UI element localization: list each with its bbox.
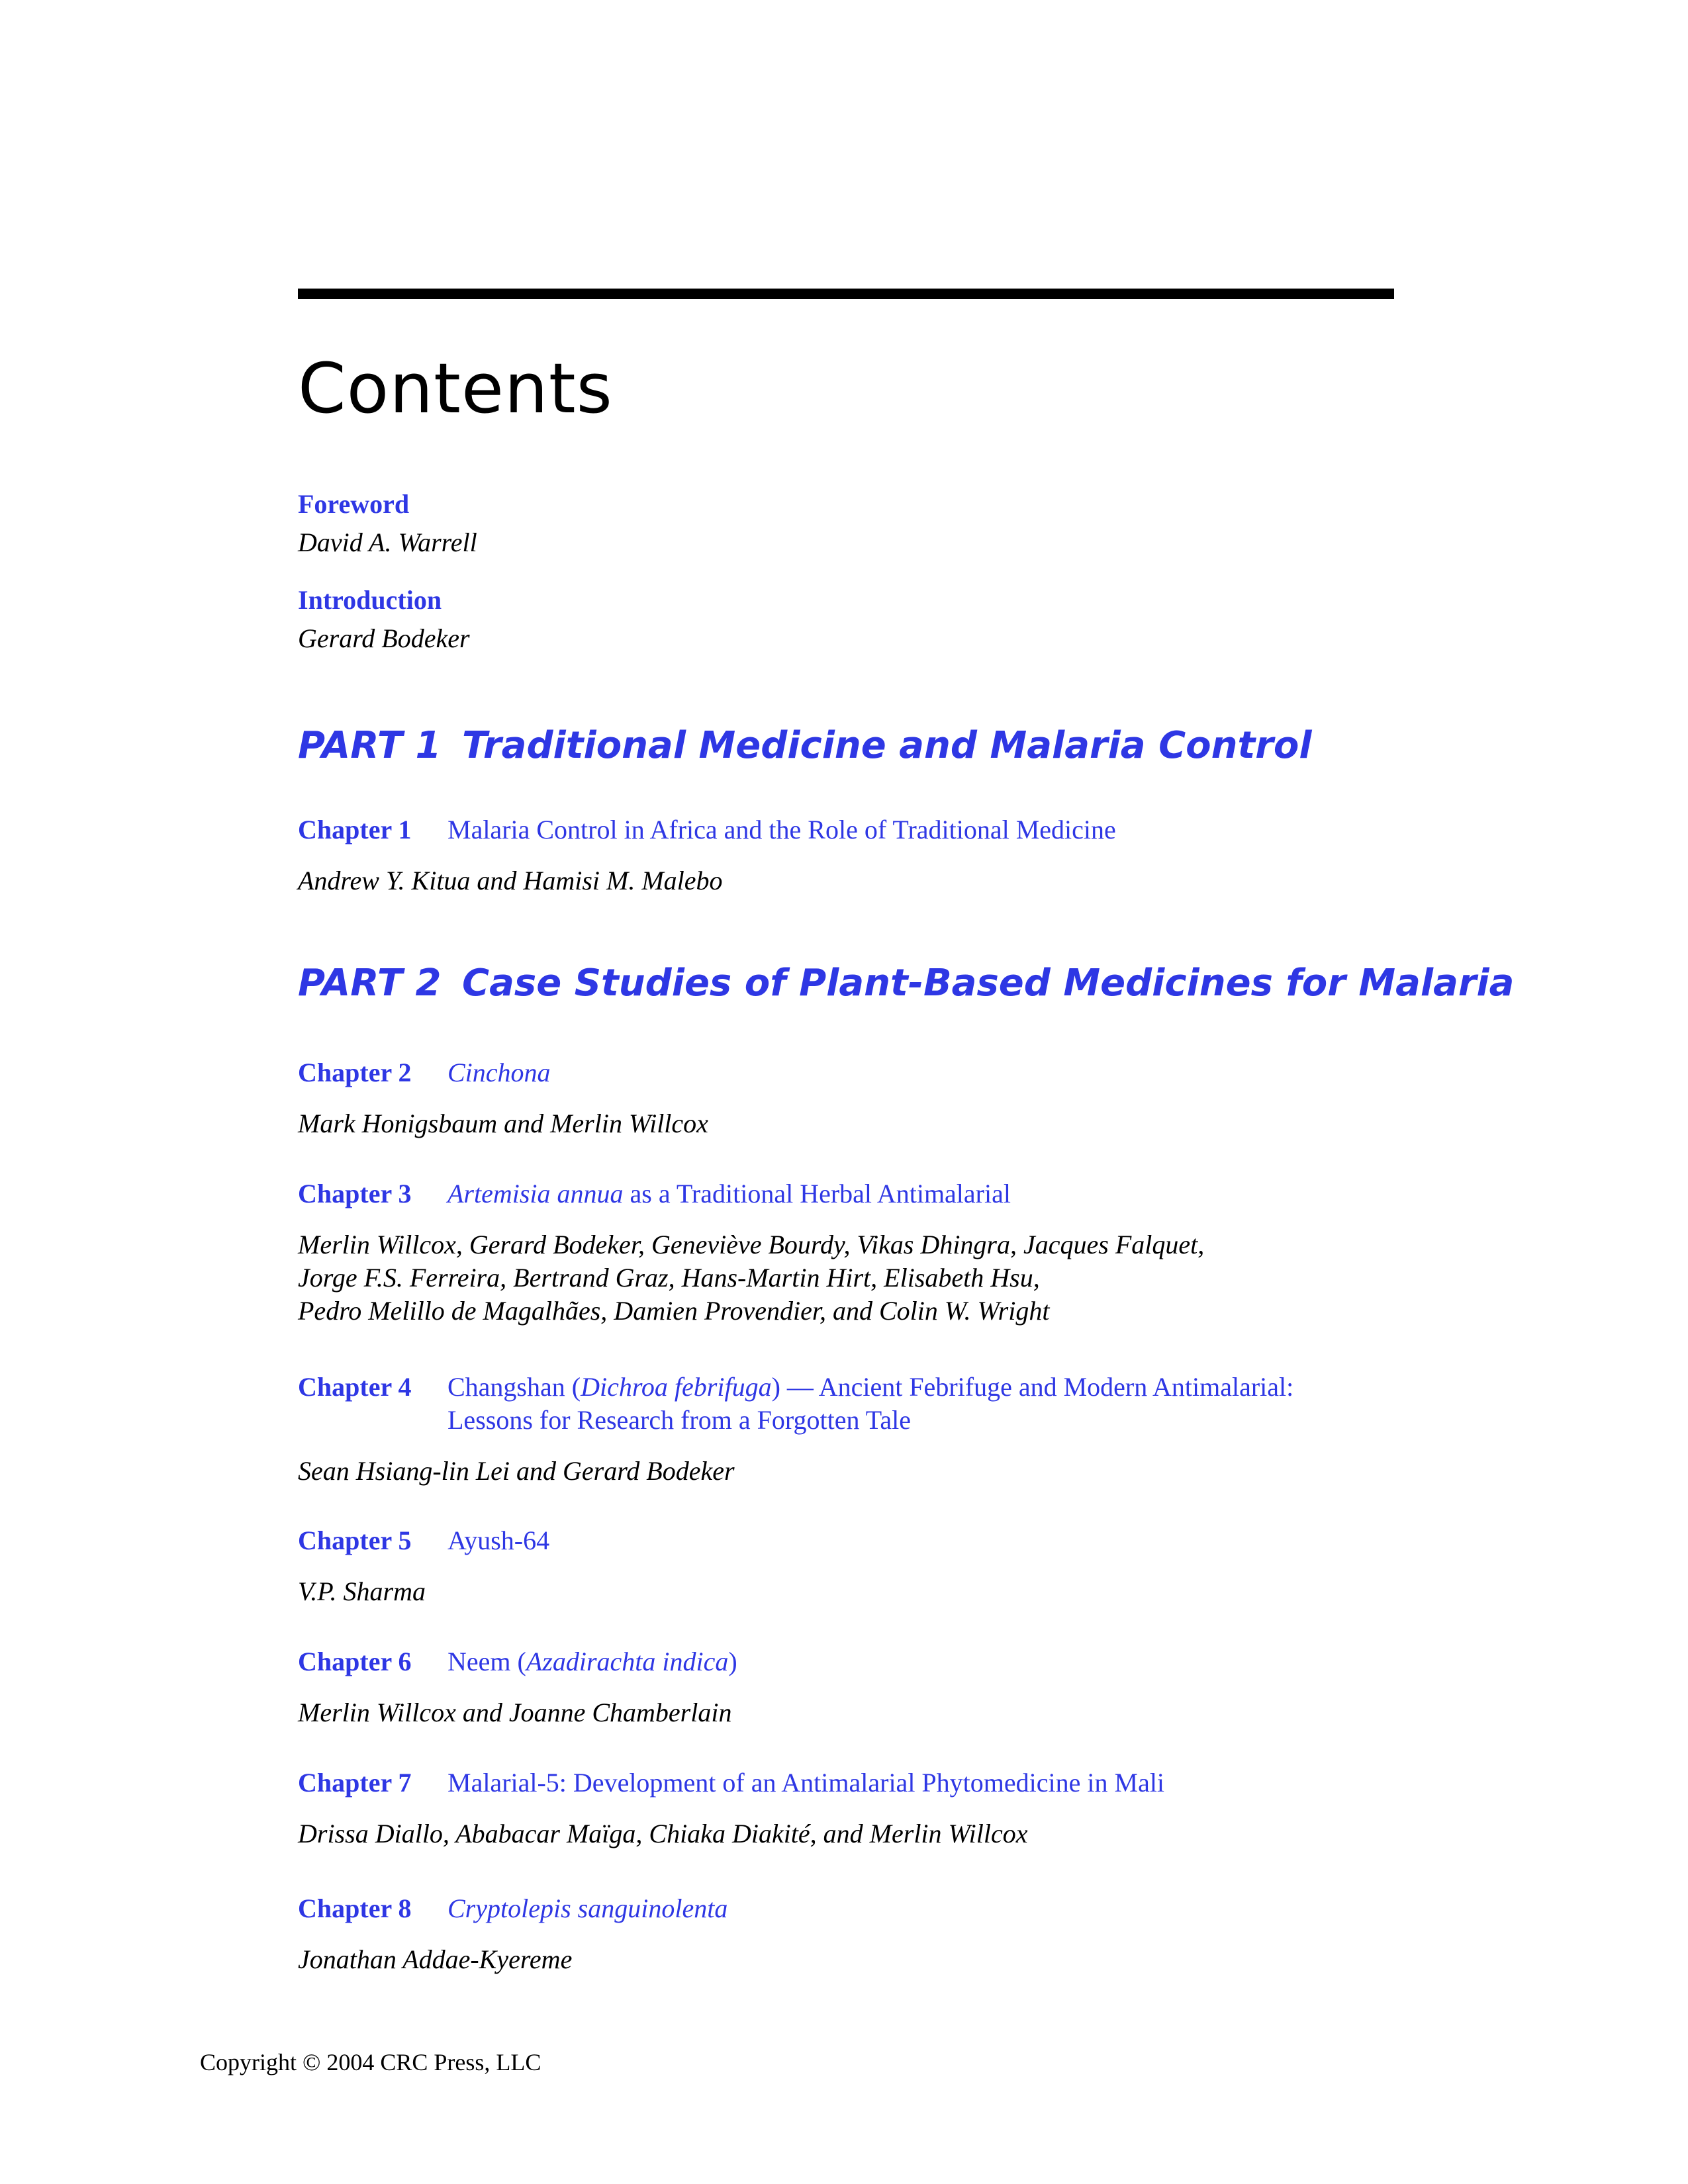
part-1-label: PART 1 (298, 724, 442, 767)
chapter-4-title (447, 1371, 1293, 1437)
part-2-label: PART 2 (298, 962, 442, 1005)
chapter-4-entry[interactable] (298, 1371, 1293, 1437)
chapter-4-label: Chapter 4 (298, 1372, 412, 1402)
chapter-3-title (447, 1177, 1011, 1210)
chapter-6-title-part-2: ) (728, 1647, 737, 1676)
foreword-author: David A. Warrell (298, 527, 477, 557)
chapter-4-title-part-2: ) — Ancient Febrifuge and Modern Antimalarial: (771, 1372, 1294, 1402)
chapter-3-authors-line-1: Merlin Willcox, Gerard Bodeker, Geneviève Bourdy, Vikas Dhingra, Jacques Falquet, (298, 1230, 1205, 1259)
page-title: Contents (298, 348, 613, 429)
chapter-3-title-species: Artemisia annua (447, 1179, 624, 1208)
chapter-5-entry[interactable] (298, 1524, 549, 1557)
title-rule (298, 289, 1394, 299)
introduction-heading[interactable]: Introduction (298, 585, 442, 615)
chapter-3-title-rest: as a Traditional Herbal Antimalarial (623, 1179, 1011, 1208)
chapter-2-title: Cinchona (447, 1058, 551, 1087)
chapter-6-entry[interactable] (298, 1645, 737, 1678)
chapter-7-label: Chapter 7 (298, 1768, 412, 1797)
chapter-7-authors: Drissa Diallo, Ababacar Maïga, Chiaka Diakité, and Merlin Willcox (298, 1819, 1028, 1848)
part-1-heading[interactable] (298, 723, 1312, 768)
chapter-2-entry[interactable] (298, 1056, 551, 1089)
chapter-6-label: Chapter 6 (298, 1647, 412, 1676)
chapter-3-authors-line-2: Jorge F.S. Ferreira, Bertrand Graz, Hans-Martin Hirt, Elisabeth Hsu, (298, 1263, 1040, 1293)
chapter-1-title: Malaria Control in Africa and the Role of Traditional Medicine (447, 815, 1116, 844)
chapter-6-title-species: Azadirachta indica (526, 1647, 729, 1676)
chapter-3-entry[interactable] (298, 1177, 1011, 1210)
copyright-notice: Copyright © 2004 CRC Press, LLC (200, 2049, 541, 2075)
chapter-5-label: Chapter 5 (298, 1525, 412, 1555)
chapter-8-label: Chapter 8 (298, 1893, 412, 1923)
chapter-1-authors: Andrew Y. Kitua and Hamisi M. Malebo (298, 866, 723, 895)
foreword-heading[interactable]: Foreword (298, 489, 410, 519)
chapter-4-title-species: Dichroa febrifuga (581, 1372, 772, 1402)
chapter-1-entry[interactable] (298, 813, 1116, 846)
chapter-6-title (447, 1645, 737, 1678)
part-1-title: Traditional Medicine and Malaria Control (462, 724, 1312, 767)
chapter-3-label: Chapter 3 (298, 1179, 412, 1208)
chapter-7-entry[interactable] (298, 1766, 1164, 1799)
chapter-3-authors-line-3: Pedro Melillo de Magalhães, Damien Provendier, and Colin W. Wright (298, 1296, 1050, 1326)
chapter-8-authors: Jonathan Addae-Kyereme (298, 1944, 573, 1974)
chapter-8-entry[interactable] (298, 1892, 727, 1925)
chapter-4-title-part-1: Changshan ( (447, 1372, 581, 1402)
part-2-title: Case Studies of Plant-Based Medicines for Malaria (462, 962, 1515, 1005)
chapter-6-title-part-1: Neem ( (447, 1647, 526, 1676)
chapter-7-title: Malarial-5: Development of an Antimalarial Phytomedicine in Mali (447, 1768, 1165, 1797)
chapter-2-authors: Mark Honigsbaum and Merlin Willcox (298, 1109, 708, 1138)
chapter-4-title-line-2: Lessons for Research from a Forgotten Tale (447, 1405, 911, 1435)
chapter-1-label: Chapter 1 (298, 815, 412, 844)
introduction-author: Gerard Bodeker (298, 623, 470, 653)
chapter-8-title: Cryptolepis sanguinolenta (447, 1893, 728, 1923)
chapter-5-authors: V.P. Sharma (298, 1576, 426, 1606)
part-2-heading[interactable] (298, 961, 1514, 1006)
chapter-5-title: Ayush-64 (447, 1525, 550, 1555)
chapter-2-label: Chapter 2 (298, 1058, 412, 1087)
chapter-6-authors: Merlin Willcox and Joanne Chamberlain (298, 1698, 732, 1727)
chapter-4-authors: Sean Hsiang-lin Lei and Gerard Bodeker (298, 1456, 735, 1486)
